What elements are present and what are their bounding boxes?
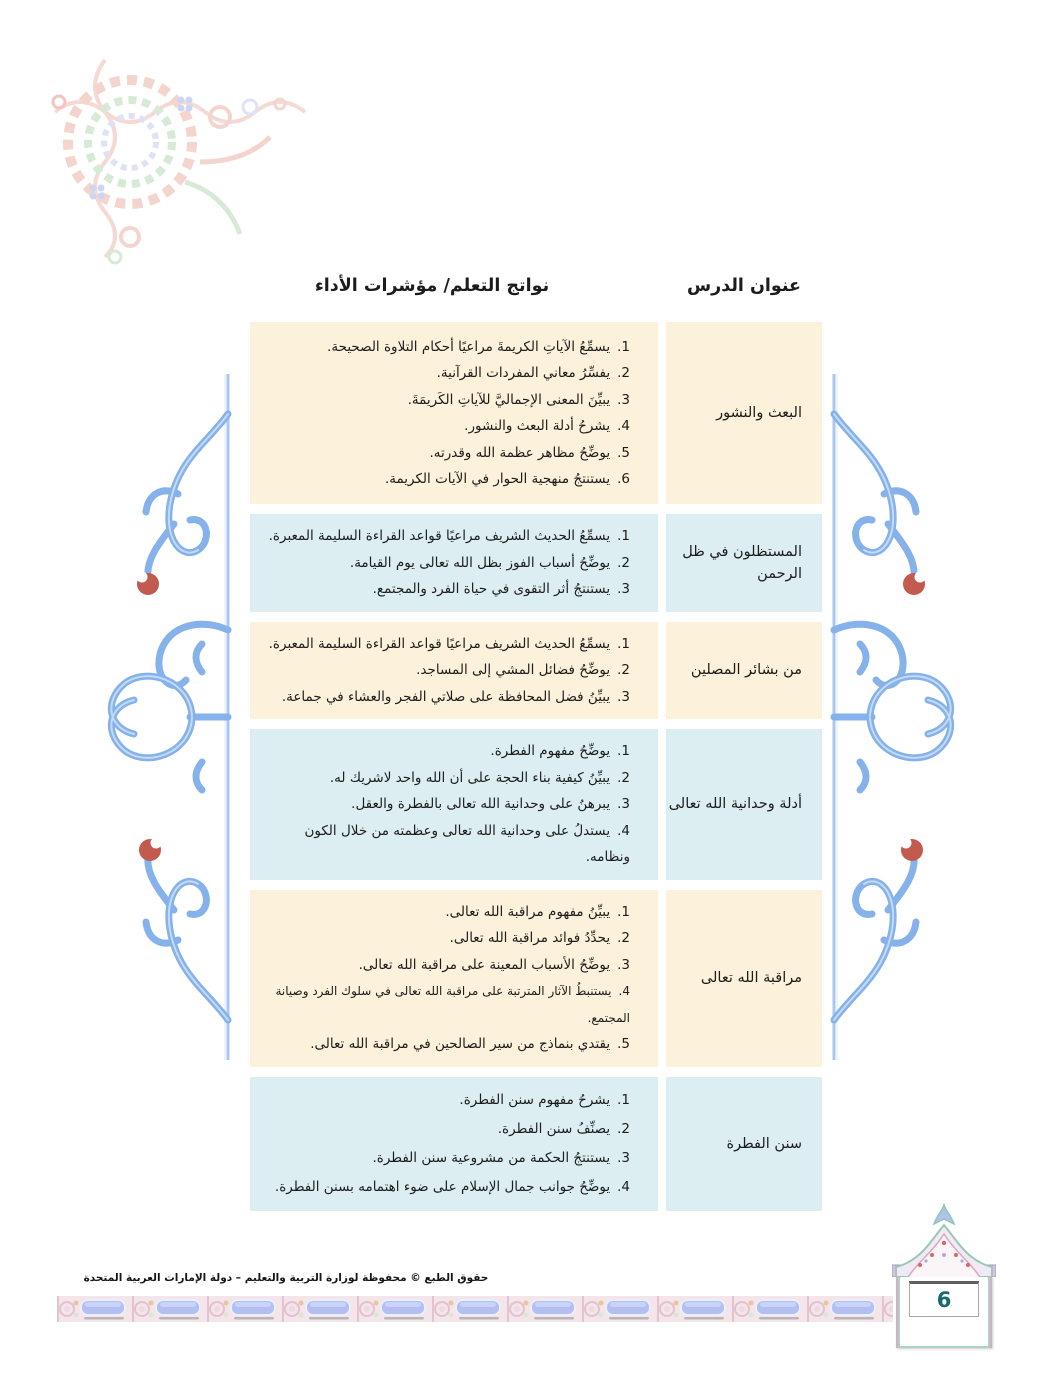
- lesson-title-cell: البعث والنشور: [666, 322, 822, 504]
- red-crescent-accent: [901, 572, 926, 862]
- table-row: [250, 322, 822, 504]
- outcome-item: يشرحُ أدلة البعث والنشور.: [464, 418, 611, 434]
- lesson-title-cell: أدلة وحدانية الله تعالى: [666, 729, 822, 880]
- outcome-item: يبرهنُ على وحدانية الله تعالى بالفطرة والعقل.: [351, 796, 611, 812]
- floral-side-ornament-left: [82, 372, 232, 1062]
- outcome-item: يسمِّعُ الآياتِ الكريمةَ مراعيًا أحكام التلاوة الصحيحة.: [327, 338, 611, 355]
- lesson-title-cell: المستظلون في ظل الرحمن: [666, 514, 822, 612]
- outcome-item: يستنبطُ الآثار المترتبة على مراقبة الله تعالى في سلوك الفرد وصيانة المجتمع.: [275, 984, 630, 1025]
- outcomes-list: [250, 890, 658, 1067]
- red-crescent-accent: [137, 572, 162, 862]
- outcome-item: يستنتجُ منهجية الحوار في الآيات الكريمة.: [384, 471, 611, 487]
- outcome-item: يصنِّفُ سنن الفطرة.: [497, 1120, 611, 1137]
- outcome-item: يوضِّحُ جوانب جمال الإسلام على ضوء اهتمامه بسنن الفطرة.: [274, 1178, 611, 1195]
- outcomes-list: [250, 1077, 658, 1211]
- table-row: [250, 890, 822, 1067]
- lessons-table: [250, 322, 822, 1211]
- outcomes-list: [250, 729, 658, 880]
- footer-border-strip: [57, 1296, 893, 1322]
- outcome-item: يوضِّحُ مفهوم الفطرة.: [490, 743, 611, 759]
- outcome-item: يسمِّعُ الحديث الشريف مراعيًا قواعد القراءة السليمة المعبرة.: [268, 528, 611, 544]
- outcomes-list: [250, 514, 658, 612]
- outcomes-list: [250, 322, 658, 504]
- table-header-row: [250, 276, 822, 296]
- outcomes-list: [250, 622, 658, 720]
- copyright-text: حقوق الطبع © محفوظة لوزارة التربية والتعليم – دولة الإمارات العربية المتحدة: [83, 1272, 489, 1284]
- corner-arabesque-ornament: [35, 42, 315, 267]
- outcome-item: يوضِّحُ الأسباب المعينة على مراقبة الله تعالى.: [358, 956, 611, 973]
- floral-side-ornament-right: [830, 372, 980, 1062]
- page-number: 6: [936, 1287, 952, 1312]
- outcome-item: يبيِّنُ كيفية بناء الحجة على أن الله واحد لاشريك له.: [329, 769, 611, 786]
- outcome-item: يحدِّدُ فوائد مراقبة الله تعالى.: [449, 930, 611, 946]
- outcome-item: يستنتجُ أثر التقوى في حياة الفرد والمجتمع.: [372, 581, 611, 597]
- outcome-item: يسمِّعُ الحديث الشريف مراعيًا قواعد القراءة السليمة المعبرة.: [268, 635, 611, 652]
- outcome-item: يبيِّنُ مفهوم مراقبة الله تعالى.: [445, 903, 611, 920]
- outcome-item: يوضِّحُ مظاهر عظمة الله وقدرته.: [429, 444, 611, 461]
- table-row: [250, 729, 822, 880]
- outcome-item: يفسِّرُ معاني المفردات القرآنية.: [436, 365, 611, 381]
- outcome-item: يبيِّنُ فضل المحافظة على صلاتي الفجر والعشاء في جماعة.: [281, 688, 611, 705]
- outcome-item: يستدلُ على وحدانية الله تعالى وعظمته من خلال الكون ونظامه.: [304, 822, 630, 865]
- page-number-frame: [896, 1272, 992, 1348]
- outcome-item: يقتدي بنماذج من سير الصالحين في مراقبة الله تعالى.: [310, 1036, 611, 1052]
- lesson-title-cell: من بشائر المصلين: [666, 622, 822, 720]
- page-number-box: [909, 1281, 979, 1317]
- lesson-title-header: عنوان الدرس: [687, 276, 801, 296]
- outcome-item: يوضِّحُ أسباب الفوز بظل الله تعالى يوم القيامة.: [349, 554, 611, 571]
- lesson-title-cell: مراقبة الله تعالى: [666, 890, 822, 1067]
- outcome-item: يوضِّحُ فضائل المشي إلى المساجد.: [416, 662, 611, 678]
- table-row: [250, 514, 822, 612]
- outcomes-header: نواتج التعلم/ مؤشرات الأداء: [314, 276, 550, 296]
- outcome-item: يستنتجُ الحكمة من مشروعية سنن الفطرة.: [372, 1149, 611, 1166]
- table-row: [250, 1077, 822, 1211]
- lesson-title-cell: سنن الفطرة: [666, 1077, 822, 1211]
- crown-ornament: [892, 1203, 996, 1277]
- outcome-item: يبيِّنَ المعنى الإجماليَّ للآياتِ الكَريمَةَ.: [407, 391, 611, 408]
- outcome-item: يشرحُ مفهوم سنن الفطرة.: [459, 1091, 611, 1108]
- table-row: [250, 622, 822, 720]
